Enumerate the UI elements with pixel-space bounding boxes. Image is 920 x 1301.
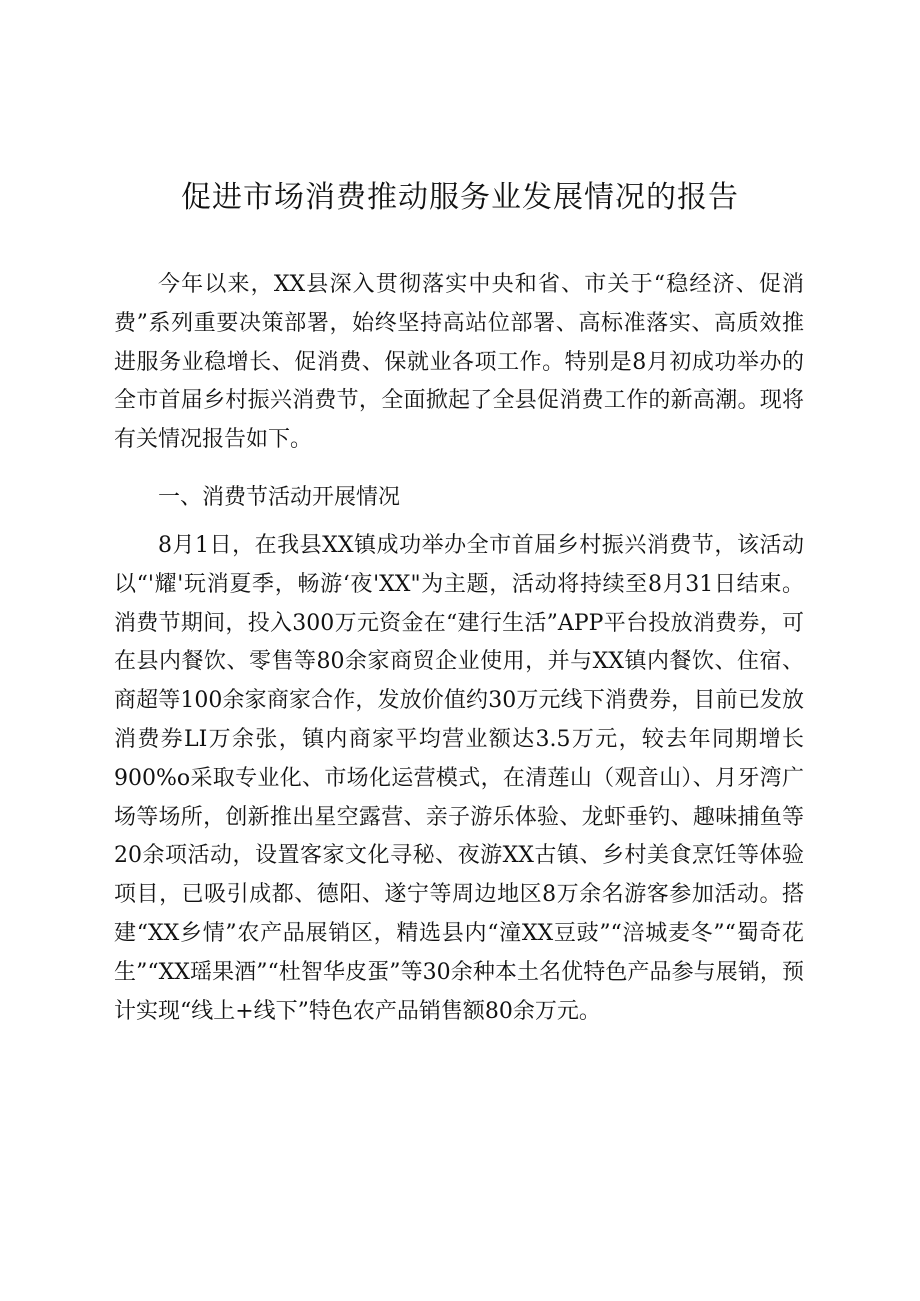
- document-title: 促进市场消费推动服务业发展情况的报告: [181, 180, 739, 215]
- intro-paragraph: 今年以来，XX县深入贯彻落实中央和省、市关于“稳经济、促消费”系列重要决策部署，始终坚持高站位部署、高标准落实、高质效推进服务业稳增长、促消费、保就业各项工作。特别是8月初成功举办的全市首届乡村振兴消费节，全面掀起了全县促消费工作的新高潮。现将有关情况报告如下。: [114, 272, 804, 453]
- section-paragraph: 8月1日，在我县XX镇成功举办全市首届乡村振兴消费节，该活动以“'耀'玩消夏季，畅游‘夜'XX"为主题，活动将持续至8月31日结束。消费节期间，投入300万元资金在“建行生活”APP平台投放消费券，可在县内餐饮、零售等80余家商贸企业使用，并与XX镇内餐饮、住宿、商超等100余家商家合作，发放价值约30万元线下消费券，目前已发放消费券LI万余张，镇内商家平均营业额达3.5万元，较去年同期增长900%o采取专业化、市场化运营模式，在清莲山（观音山）、月牙湾广场等场所，创新推出星空露营、亲子游乐体验、龙虾垂钓、趣味捕鱼等20余项活动，设置客家文化寻秘、夜游XX古镇、乡村美食烹饪等体验项目，已吸引成都、德阳、遂宁等周边地区8万余名游客参加活动。搭建“XX乡情”农产品展销区，精选县内“潼XX豆豉”“涪城麦冬”“蜀奇花生”“XX瑶果酒”“杜智华皮蛋”等30余种本土名优特色产品参与展销，预计实现“线上+线下”特色农产品销售额80余万元。: [114, 533, 804, 1024]
- section-heading: 一、消费节活动开展情况: [158, 485, 401, 510]
